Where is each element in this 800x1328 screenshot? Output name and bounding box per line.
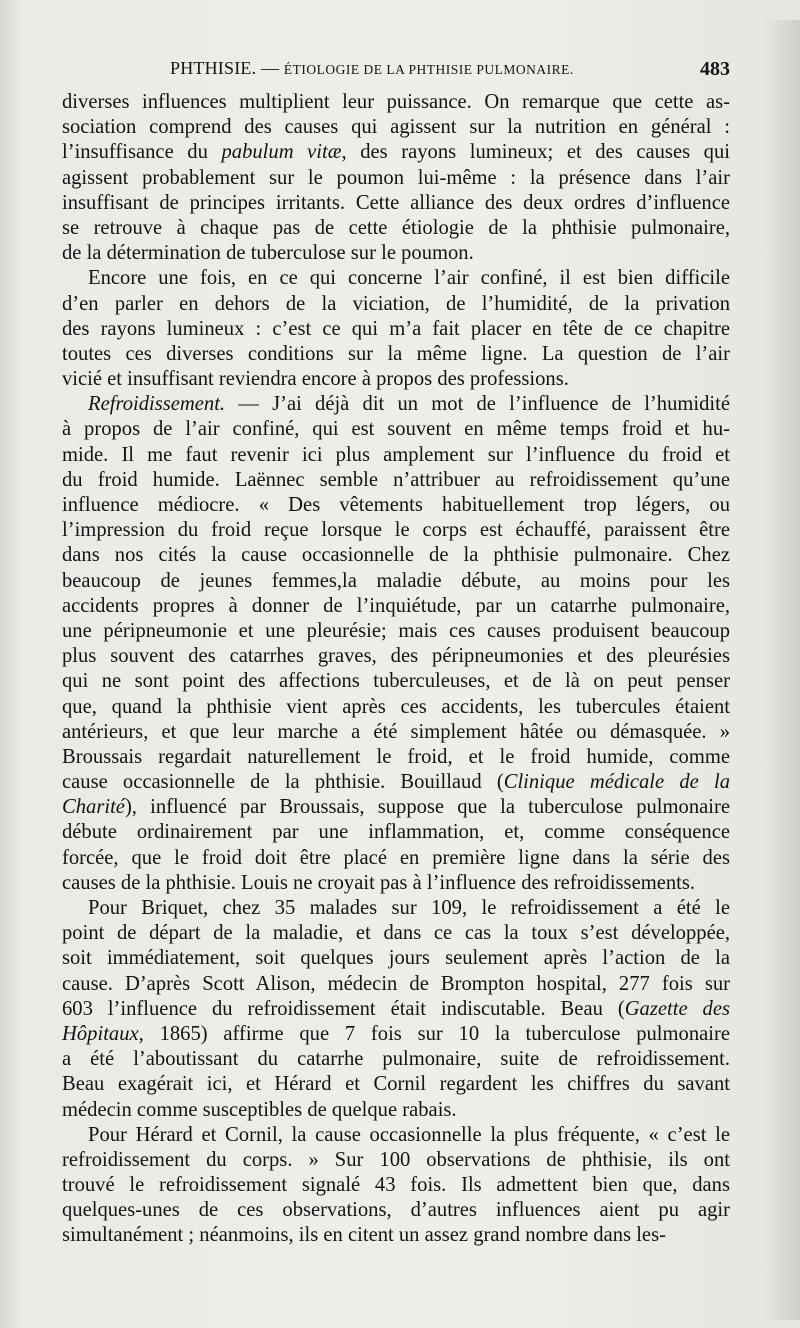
text-line: influence médiocre. « Des vêtements habituellement trop légers, ou xyxy=(62,494,730,516)
page-edge-shadow xyxy=(764,20,800,1320)
text-line: antérieurs, et que leur marche a été simplement hâtée ou démasquée. » xyxy=(62,720,730,743)
text-line: Hôpitaux, 1865) affirme que 7 fois sur 10 la tuberculose pulmonaire xyxy=(62,1022,730,1045)
body-text xyxy=(62,90,730,1249)
header-subtitle: ÉTIOLOGIE DE LA PHTHISIE PULMONAIRE. xyxy=(283,62,574,77)
text-line: des rayons lumineux : c’est ce qui m’a fait placer en tête de ce chapitre xyxy=(62,317,730,340)
text-line: se retrouve à chaque pas de cette étiologie de la phthisie pulmonaire, xyxy=(62,216,730,239)
text-line: cause. D’après Scott Alison, médecin de Brompton hospital, 277 fois sur xyxy=(62,972,730,995)
text-line: Encore une fois, en ce qui concerne l’air confiné, il est bien difficile xyxy=(88,267,730,290)
text-line: l’impression du froid reçue lorsque le corps est échauffé, paraissent être xyxy=(62,519,730,542)
text-line: vicié et insuffisant reviendra encore à propos des professions. xyxy=(62,368,569,391)
text-line: forcée, que le froid doit être placé en première ligne dans la série des xyxy=(62,846,730,869)
running-header xyxy=(62,58,730,84)
text-line: débute ordinairement par une inflammation, et, comme conséquence xyxy=(62,821,730,844)
text-line: soit immédiatement, soit quelques jours seulement après l’action de la xyxy=(62,947,730,970)
text-line: médecin comme susceptibles de quelque rabais. xyxy=(62,1098,457,1121)
text-line: agissent probablement sur le poumon lui-même : la présence dans l’air xyxy=(62,166,730,189)
text-line: du froid humide. Laënnec semble n’attribuer au refroidissement qu’une xyxy=(62,468,730,491)
header-dash: — xyxy=(256,58,284,78)
text-line: plus souvent des catarrhes graves, des péripneumonies et des pleurésies xyxy=(62,645,730,668)
text-line: Beau exagérait ici, et Hérard et Cornil regardent les chiffres du savant xyxy=(62,1073,730,1096)
text-line: que, quand la phthisie vient après ces accidents, les tubercules étaient xyxy=(62,695,730,718)
text-line: a été l’aboutissant du catarrhe pulmonaire, suite de refroidissement. xyxy=(62,1048,730,1071)
text-line: mide. Il me faut revenir ici plus amplement sur l’influence du froid et xyxy=(62,443,730,466)
text-line: refroidissement du corps. » Sur 100 observations de phthisie, ils ont xyxy=(62,1148,730,1171)
text-line: beaucoup de jeunes femmes,la maladie débute, au moins pour les xyxy=(62,569,730,592)
text-line: dans nos cités la cause occasionnelle de la phthisie pulmonaire. Chez xyxy=(62,544,730,567)
text-line: toutes ces diverses conditions sur la même ligne. La question de l’air xyxy=(62,342,730,365)
text-line: Broussais regardait naturellement le froid, et le froid humide, comme xyxy=(62,745,730,768)
header-title: PHTHISIE. xyxy=(170,58,257,78)
text-line: simultanément ; néanmoins, ils en citent un assez grand nombre dans les- xyxy=(62,1224,666,1247)
text-line: accidents propres à donner de l’inquiétude, par un catarrhe pulmonaire, xyxy=(62,594,730,617)
text-line: causes de la phthisie. Louis ne croyait pas à l’influence des refroidissements. xyxy=(62,871,696,894)
text-line: l’insuffisance du pabulum vitæ, des rayons lumineux; et des causes qui xyxy=(62,141,730,164)
text-line: point de départ de la maladie, et dans ce cas la toux s’est développée, xyxy=(62,922,730,945)
text-line: quelques-unes de ces observations, d’autres influences aient pu agir xyxy=(62,1199,730,1222)
text-line: trouvé le refroidissement signalé 43 fois. Ils admettent bien que, dans xyxy=(62,1174,730,1197)
text-line: qui ne sont point des affections tuberculeuses, et de là on peut penser xyxy=(62,670,730,693)
text-line: Pour Briquet, chez 35 malades sur 109, le refroidissement a été le xyxy=(88,897,730,919)
text-line: 603 l’influence du refroidissement était indiscutable. Beau (Gazette des xyxy=(62,997,730,1020)
text-line: Pour Hérard et Cornil, la cause occasionnelle la plus fréquente, « c’est le xyxy=(88,1123,730,1146)
text-line: insuffisant de principes irritants. Cette alliance des deux ordres d’influence xyxy=(62,191,730,214)
text-line: diverses influences multiplient leur puissance. On remarque que cette as- xyxy=(62,91,730,113)
text-line: cause occasionnelle de la phthisie. Bouillaud (Clinique médicale de la xyxy=(62,771,730,794)
text-line: Refroidissement. — J’ai déjà dit un mot de l’influence de l’humidité xyxy=(88,393,730,416)
running-title xyxy=(170,58,574,79)
text-line: sociation comprend des causes qui agissent sur la nutrition en général : xyxy=(62,116,730,139)
text-line: à propos de l’air confiné, qui est souvent en même temps froid et hu- xyxy=(62,418,730,441)
text-line: Charité), influencé par Broussais, suppose que la tuberculose pulmonaire xyxy=(62,796,730,819)
text-line: de la détermination de tuberculose sur le poumon. xyxy=(62,242,474,265)
page-number: 483 xyxy=(700,58,730,80)
text-line: une péripneumonie et une pleurésie; mais ces causes produisent beaucoup xyxy=(62,619,730,642)
text-line: d’en parler en dehors de la viciation, de l’humidité, de la privation xyxy=(62,292,730,315)
